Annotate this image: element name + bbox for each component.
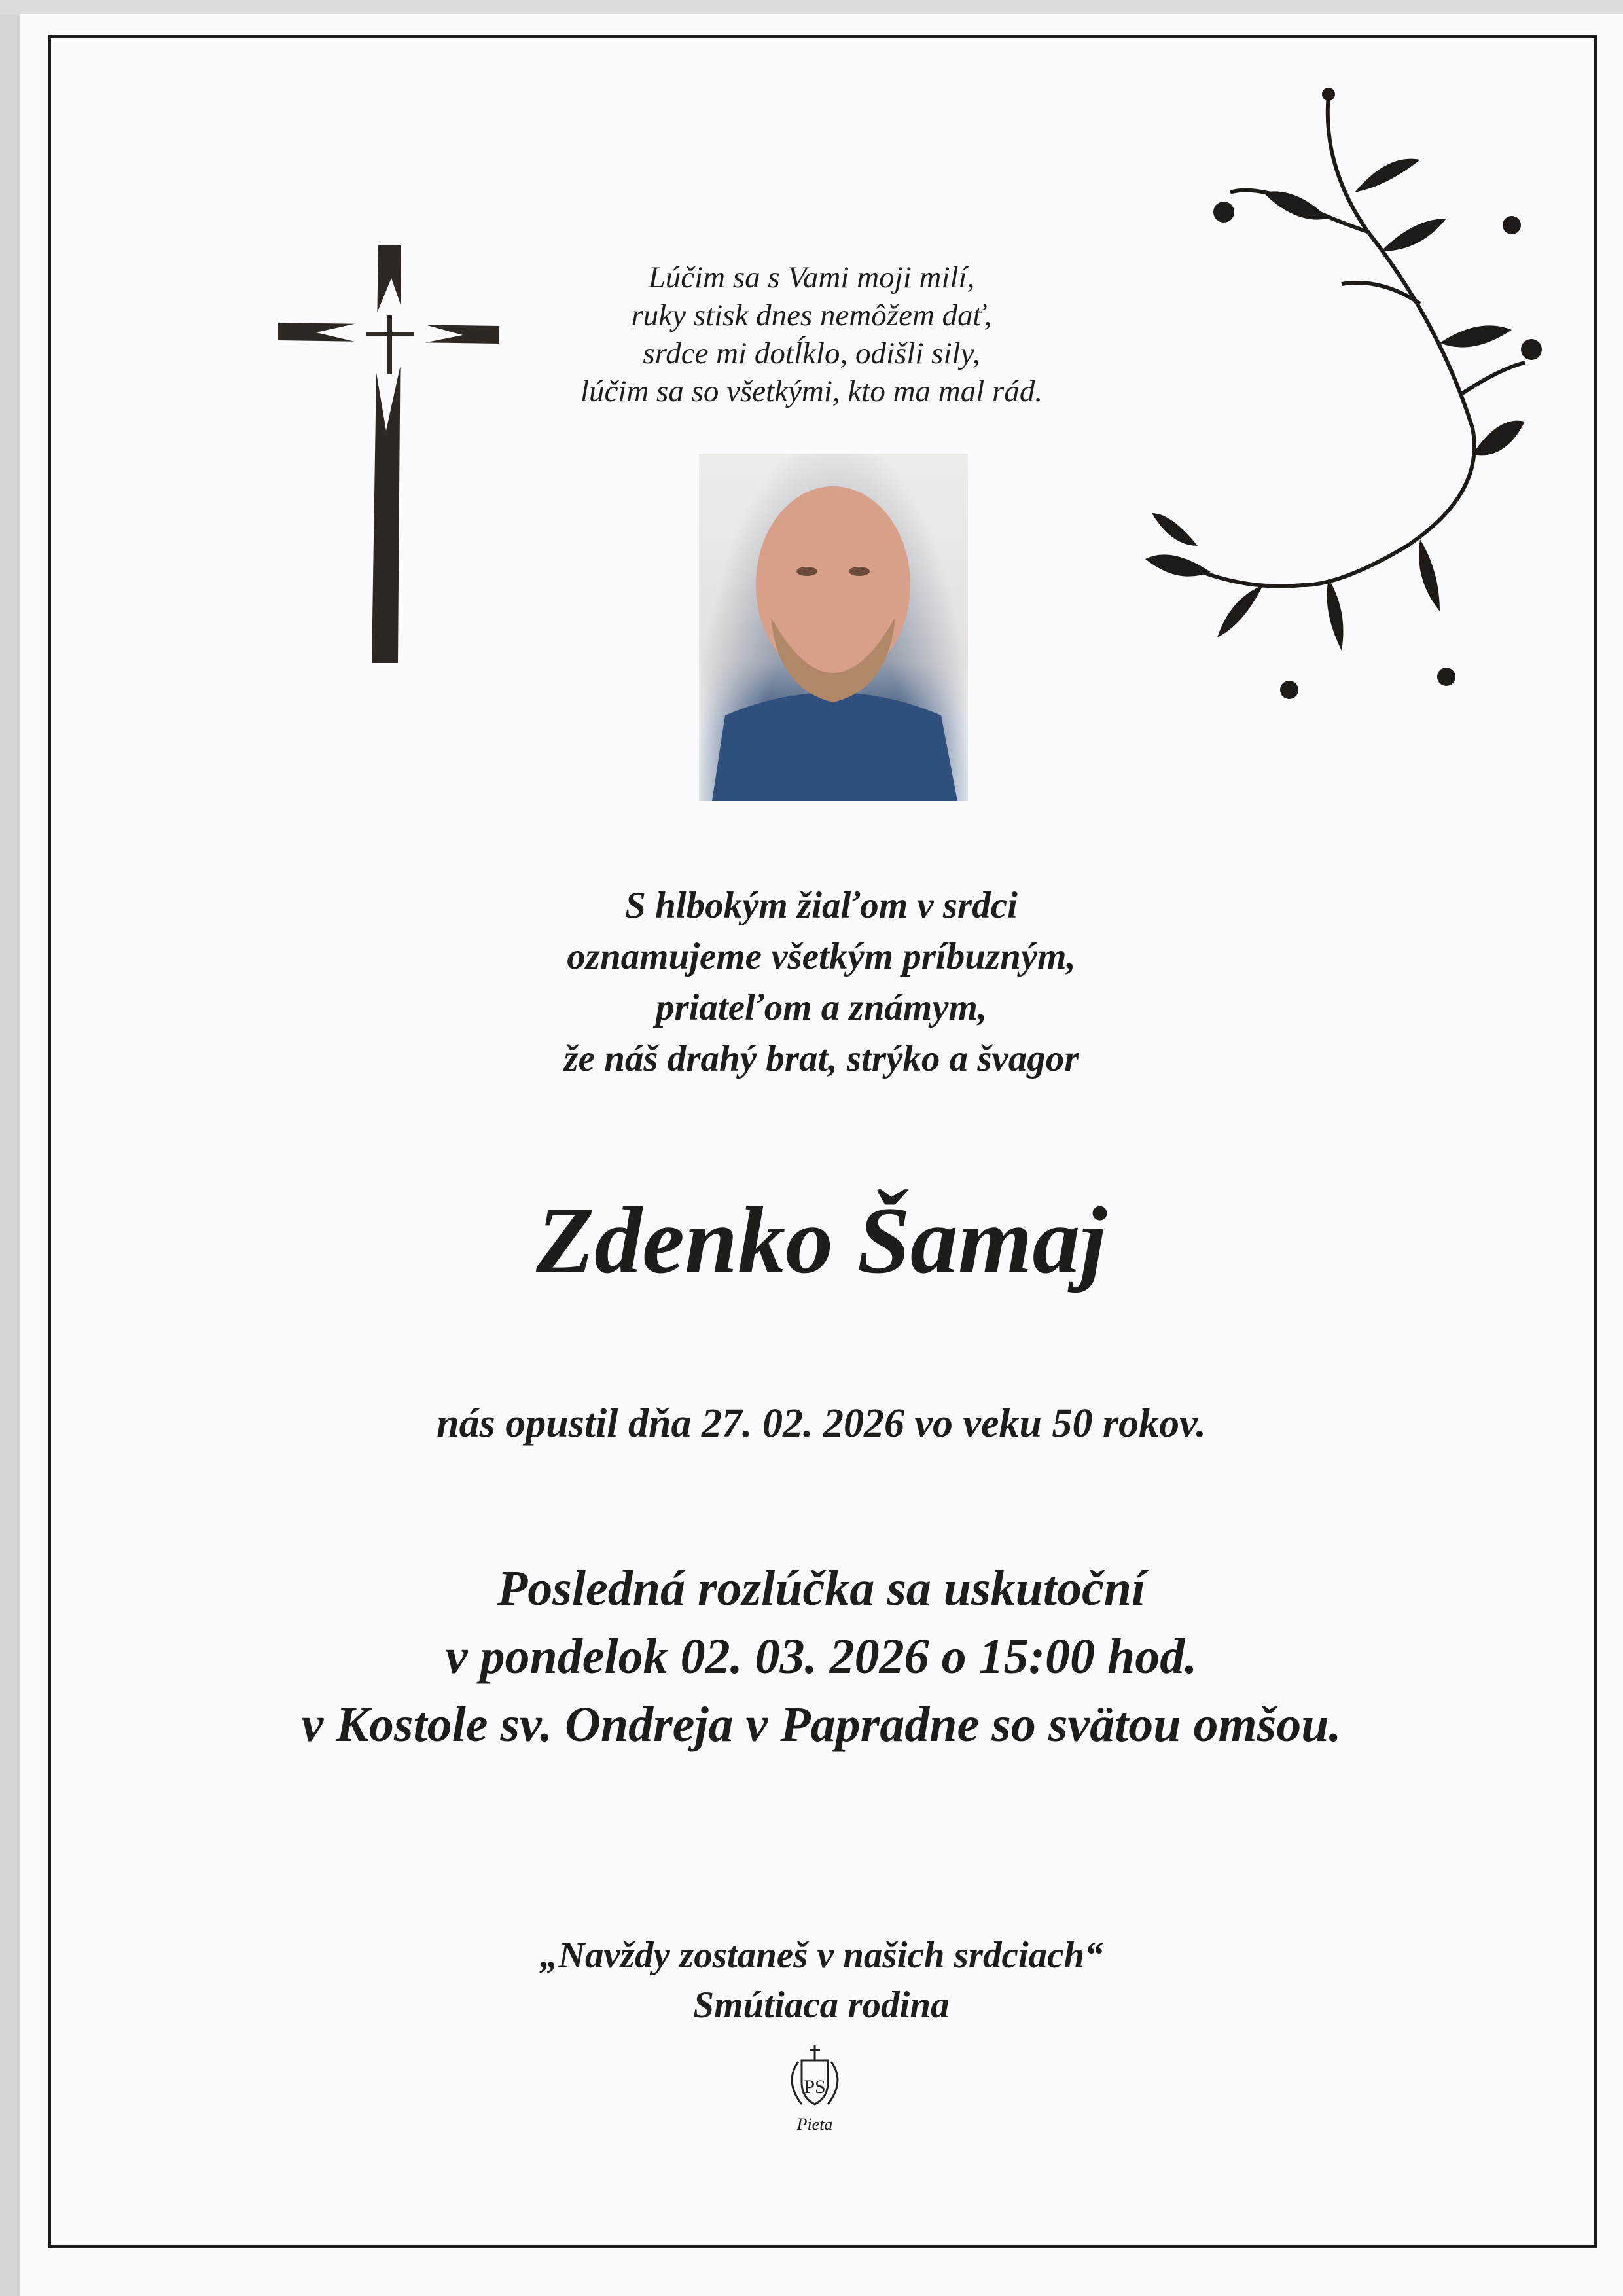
- pieta-emblem-icon: [779, 2042, 851, 2114]
- announcement-text: [10, 880, 1623, 1085]
- poem-line: Lúčim sa s Vami moji milí,: [648, 260, 975, 295]
- death-notice: nás opustil dňa 27. 02. 2026 vo veku 50 rokov.: [437, 1401, 1206, 1446]
- poem-line: srdce mi dotĺklo, odišli sily,: [643, 336, 980, 370]
- funeral-line: v Kostole sv. Ondreja v Papradne so svätou omšou.: [301, 1697, 1342, 1752]
- closing-text: [10, 1931, 1623, 2030]
- logo-monogram: PS: [804, 2076, 826, 2098]
- funeral-line: Posledná rozlúčka sa uskutoční: [497, 1561, 1146, 1616]
- poem-line: lúčim sa so všetkými, kto ma mal rád.: [580, 374, 1043, 408]
- closing-quote: „Navždy zostaneš v našich srdciach“: [539, 1935, 1103, 1976]
- poem-line: ruky stisk dnes nemôžem dať,: [631, 298, 992, 332]
- deceased-portrait: [699, 454, 968, 801]
- announcement-line: oznamujeme všetkým príbuzným,: [567, 936, 1076, 977]
- announcement-line: S hlbokým žiaľom v srdci: [625, 885, 1018, 926]
- announcement-line: priateľom a známym,: [655, 987, 988, 1028]
- deceased-name: Zdenko Šamaj: [535, 1187, 1107, 1293]
- logo-label: Pieta: [796, 2115, 833, 2134]
- closing-signature: Smútiaca rodina: [693, 1984, 950, 2026]
- funeral-line: v pondelok 02. 03. 2026 o 15:00 hod.: [445, 1629, 1198, 1684]
- scan-edge-top: [0, 0, 1623, 14]
- funeral-details: [10, 1554, 1623, 1759]
- floral-ornament: [1132, 88, 1551, 716]
- announcement-line: že náš drahý brat, strýko a švagor: [563, 1038, 1079, 1079]
- pieta-logo: [779, 2042, 851, 2140]
